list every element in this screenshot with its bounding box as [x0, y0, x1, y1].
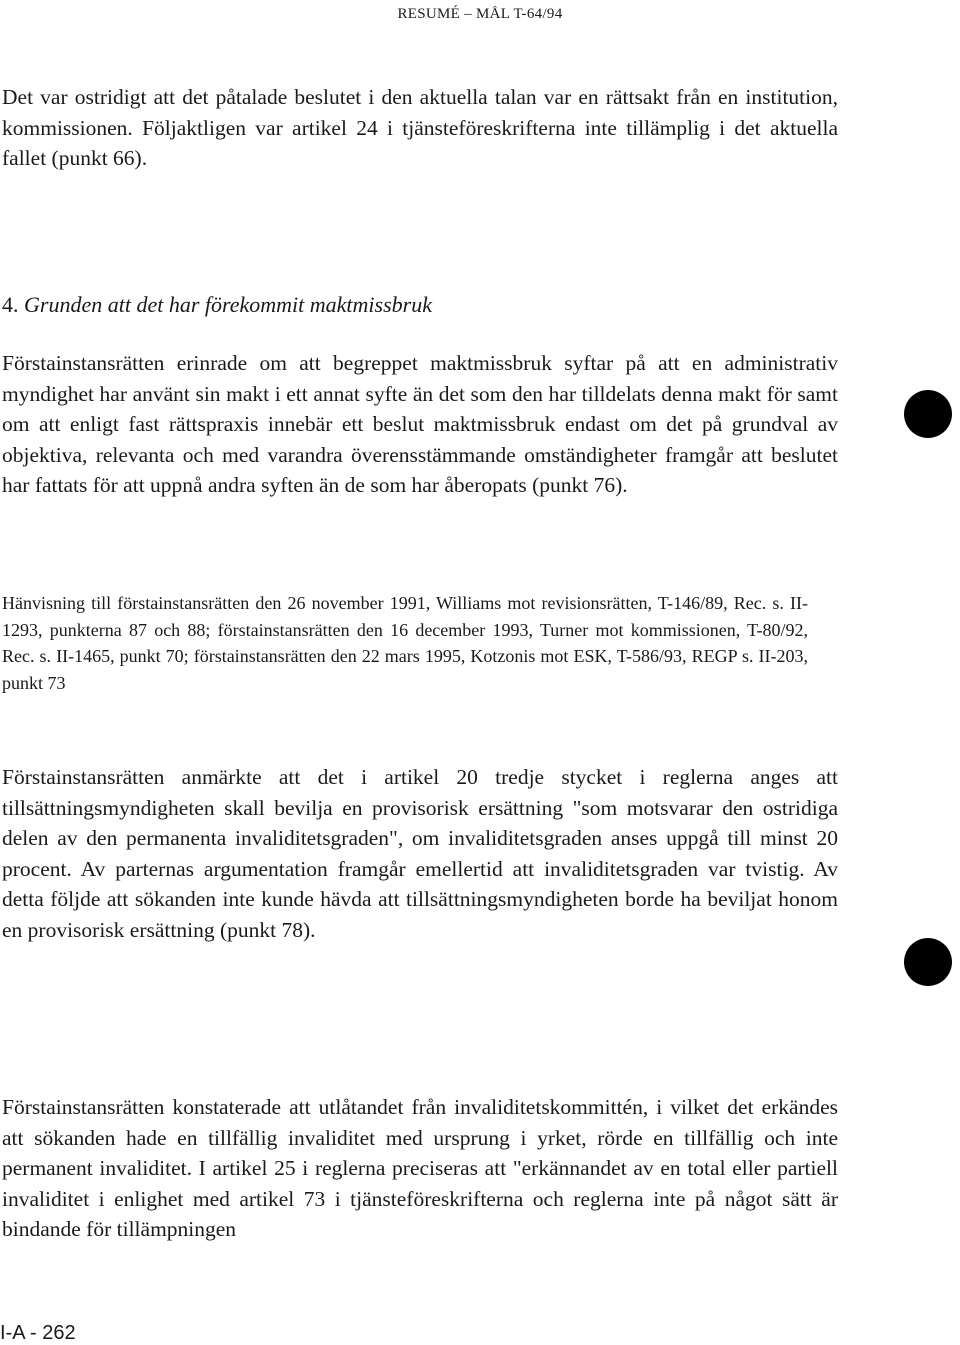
- section-heading: [2, 292, 432, 318]
- section-title: Grunden att det har förekommit maktmissbruk: [24, 292, 432, 317]
- running-header: RESUMÉ – MÅL T-64/94: [397, 6, 563, 22]
- punch-hole-mark-lower: [904, 938, 952, 986]
- paragraph-1: Det var ostridigt att det påtalade beslutet i den aktuella talan var en rättsakt från en institution, kommissionen. Följaktligen var artikel 24 i tjänsteföreskrifterna inte tillämplig i det aktuella fallet (punkt 66).: [2, 85, 838, 170]
- paragraph-4: Förstainstansrätten konstaterade att utlåtandet från invaliditetskommittén, i vilket det erkändes att sökanden hade en tillfällig invaliditet med ursprung i yrket, rörde en tillfällig och inte permanent invaliditet. I artikel 25 i reglerna preciseras att "erkännandet av en total eller partiell invaliditet i enlighet med artikel 73 i tjänsteföreskrifterna och reglerna inte på något sätt är bindande för tillämpningen: [2, 1095, 838, 1241]
- punch-hole-mark-upper: [904, 390, 952, 438]
- section-number: 4.: [2, 292, 19, 317]
- paragraph-3: Förstainstansrätten anmärkte att det i artikel 20 tredje stycket i reglerna anges att tillsättningsmyndigheten skall bevilja en provisorisk ersättning "som motsvarar den ostridiga delen av den permanenta invaliditetsgraden", om invaliditetsgraden anses uppgå till minst 20 procent. Av parternas argumentation framgår emellertid att invaliditetsgraden var tvistig. Av detta följde att sökanden inte kunde hävda att tillsättningsmyndigheten borde ha beviljat honom en provisorisk ersättning (punkt 78).: [2, 765, 838, 942]
- page-number: I-A - 262: [0, 1322, 76, 1344]
- reference-note: Hänvisning till förstainstansrätten den 26 november 1991, Williams mot revisionsrätten, T-146/89, Rec. s. II-1293, punkterna 87 och 88; förstainstansrätten den 16 december 1993, Turner mot kommissionen, T-80/92, Rec. s. II-1465, punkt 70; förstainstansrätten den 22 mars 1995, Kotzonis mot ESK, T-586/93, REGP s. II-203, punkt 73: [2, 593, 808, 693]
- paragraph-2: Förstainstansrätten erinrade om att begreppet maktmissbruk syftar på att en administrativ myndighet har använt sin makt i ett annat syfte än det som den har tilldelats denna makt för samt om att enligt fast rättspraxis innebär ett beslut maktmissbruk endast om det på grundval av objektiva, relevanta och med varandra överensstämmande omständigheter framgår att beslutet har fattats för att uppnå andra syften än de som har åberopats (punkt 76).: [2, 351, 838, 497]
